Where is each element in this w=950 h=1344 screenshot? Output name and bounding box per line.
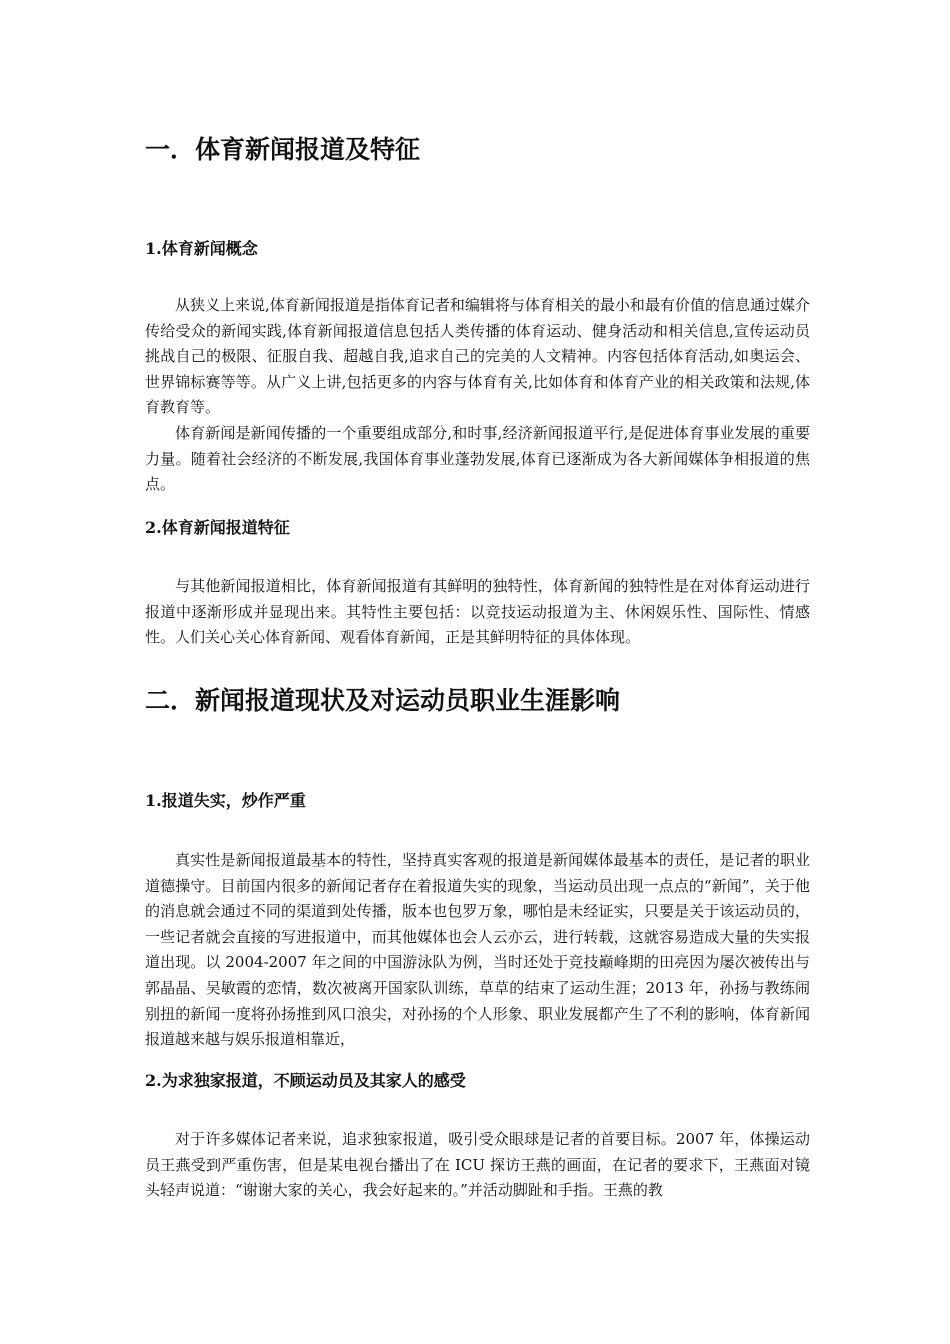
section-heading-1: 一．体育新闻报道及特征 [145, 135, 421, 164]
subsection-heading-1-1: 1.体育新闻概念 [145, 239, 258, 258]
paragraph-1-1-1: 从狭义上来说,体育新闻报道是指体育记者和编辑将与体育相关的最小和最有价值的信息通过媒介传给受众的新闻实践,体育新闻报道信息包括人类传播的体育运动、健身活动和相关信息,宣传运动员挑战自己的极限、征服自我、超越自我,追求自己的完美的人文精神。内容包括体育活动,如奥运会、世界锦标赛等等。从广义上讲,包括更多的内容与体育有关,比如体育和体育产业的相关政策和法规,体育教育等。 [145, 296, 810, 417]
paragraph-1-1-2: 体育新闻是新闻传播的一个重要组成部分,和时事,经济新闻报道平行,是促进体育事业发展的重要力量。随着社会经济的不断发展,我国体育事业蓬勃发展,体育已逐渐成为各大新闻媒体争相报道的焦点。 [145, 424, 810, 494]
paragraph-1-2-1: 与其他新闻报道相比，体育新闻报道有其鲜明的独特性，体育新闻的独特性是在对体育运动进行报道中逐渐形成并显现出来。其特性主要包括：以竞技运动报道为主、休闲娱乐性、国际性、情感性。人们关心关心体育新闻、观看体育新闻，正是其鲜明特征的具体体现。 [145, 577, 810, 647]
subsection-heading-2-2: 2.为求独家报道，不顾运动员及其家人的感受 [145, 1071, 466, 1090]
subsection-heading-1-2: 2.体育新闻报道特征 [145, 518, 290, 537]
paragraph-2-1-1: 真实性是新闻报道最基本的特性，坚持真实客观的报道是新闻媒体最基本的责任，是记者的职业道德操守。目前国内很多的新闻记者存在着报道失实的现象，当运动员出现一点点的“新闻”，关于他的消息就会通过不同的渠道到处传播，版本也包罗万象，哪怕是未经证实，只要是关于该运动员的，一些记者就会直接的写进报道中，而其他媒体也会人云亦云，进行转载，这就容易造成大量的失实报道出现。以 2004-2007 年之间的中国游泳队为例，当时还处于竞技巅峰期的田亮因为屡次被传出与郭晶晶、吴敏霞的恋情，数次被离开国家队训练，草草的结束了运动生涯；2013 年，孙扬与教练闹别扭的新闻一度将孙扬推到风口浪尖，对孙扬的个人形象、职业发展都产生了不利的影响，体育新闻报道越来越与娱乐报道相靠近， [145, 851, 810, 1049]
section-heading-2: 二．新闻报道现状及对运动员职业生涯影响 [145, 686, 621, 715]
paragraph-2-2-1: 对于许多媒体记者来说，追求独家报道，吸引受众眼球是记者的首要目标。2007 年，体操运动员王燕受到严重伤害，但是某电视台播出了在 ICU 探访王燕的画面，在记者的要求下，王燕面对镜头轻声说道：“谢谢大家的关心，我会好起来的。”并活动脚趾和手指。王燕的教 [145, 1130, 810, 1200]
subsection-heading-2-1: 1.报道失实，炒作严重 [145, 791, 306, 810]
